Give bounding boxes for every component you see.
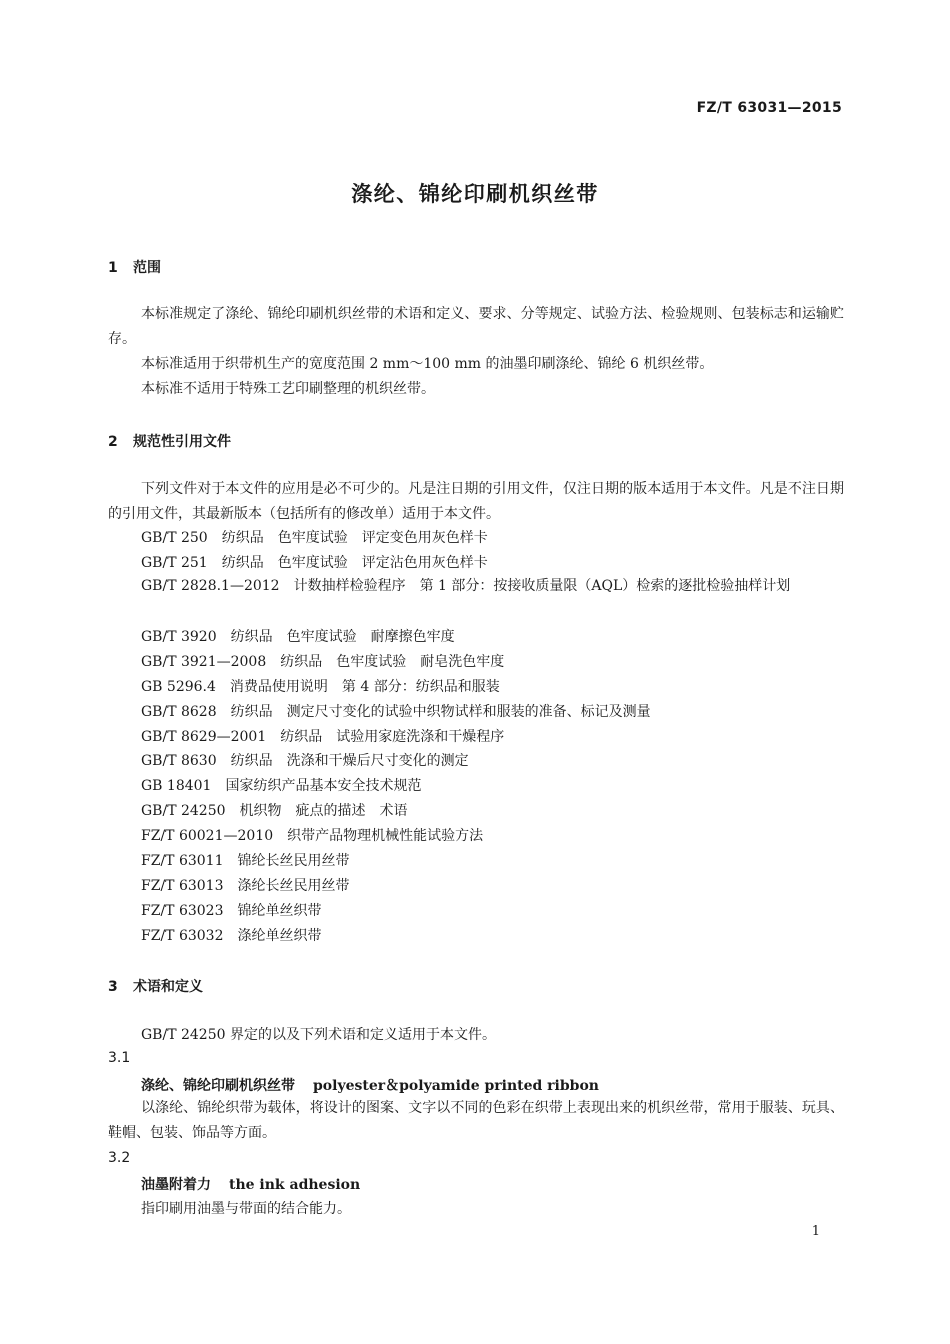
reference-code: FZ/T 60021—2010 (141, 828, 274, 844)
reference-code: FZ/T 63013 (141, 878, 224, 894)
reference-code: FZ/T 63011 (141, 853, 224, 869)
reference-item (141, 652, 504, 672)
reference-item (141, 876, 349, 896)
reference-title: 涤纶长丝民用丝带 (237, 878, 350, 894)
section-2-heading (108, 431, 231, 451)
reference-title: 国家纺织产品基本安全技术规范 (225, 778, 422, 794)
term-zh: 涤纶、锦纶印刷机织丝带 (141, 1078, 295, 1094)
page-number: 1 (811, 1224, 820, 1239)
term-zh: 油墨附着力 (141, 1177, 211, 1193)
section-1-number: 1 (108, 260, 118, 276)
section-1-paragraph-2: 本标准适用于织带机生产的宽度范围 2 mm～100 mm 的油墨印刷涤纶、锦纶 6 机织丝带。 (141, 356, 714, 372)
reference-item (141, 926, 321, 946)
reference-item (141, 702, 651, 722)
reference-title: 涤纶单丝织带 (237, 928, 322, 944)
reference-code: GB/T 8628 (141, 704, 217, 720)
term-en: the ink adhesion (229, 1177, 361, 1193)
reference-title: 织带产品物理机械性能试验方法 (287, 828, 484, 844)
document-title: 涤纶、锦纶印刷机织丝带 (351, 182, 599, 206)
reference-title: 纺织品 色牢度试验 评定沾色用灰色样卡 (221, 555, 488, 571)
section-3-title: 术语和定义 (133, 979, 203, 995)
reference-item (141, 677, 500, 697)
term-number: 3.2 (108, 1150, 131, 1166)
reference-title: 纺织品 测定尺寸变化的试验中织物试样和服装的准备、标记及测量 (230, 704, 651, 720)
term-number: 3.1 (108, 1050, 131, 1066)
section-2-intro: 下列文件对于本文件的应用是必不可少的。凡是注日期的引用文件，仅注日期的版本适用于本文件。凡是不注日期的引用文件，其最新版本（包括所有的修改单）适用于本文件。 (108, 481, 844, 522)
term-definition: 以涤纶、锦纶织带为载体，将设计的图案、文字以不同的色彩在织带上表现出来的机织丝带，常用于服装、玩具、鞋帽、包装、饰品等方面。 (108, 1100, 844, 1141)
reference-title: 消费品使用说明 第 4 部分：纺织品和服装 (229, 679, 500, 695)
section-1-heading (108, 257, 161, 277)
section-3-intro: GB/T 24250 界定的以及下列术语和定义适用于本文件。 (141, 1027, 496, 1043)
reference-code: GB/T 2828.1—2012 (141, 578, 280, 594)
term-en: polyester＆polyamide printed ribbon (313, 1078, 599, 1094)
reference-code: FZ/T 63032 (141, 928, 224, 944)
section-2-title: 规范性引用文件 (133, 434, 231, 450)
reference-item (141, 851, 349, 871)
term-definition: 指印刷用油墨与带面的结合能力。 (141, 1201, 351, 1217)
reference-title: 纺织品 洗涤和干燥后尺寸变化的测定 (230, 753, 469, 769)
reference-code: GB/T 8630 (141, 753, 217, 769)
term-heading (141, 1075, 599, 1095)
term-heading (141, 1174, 360, 1194)
standard-code: FZ/T 63031—2015 (696, 100, 842, 116)
reference-code: GB 18401 (141, 778, 212, 794)
reference-item (108, 574, 844, 599)
reference-item (141, 776, 421, 796)
reference-title: 纺织品 色牢度试验 耐摩擦色牢度 (230, 629, 455, 645)
reference-code: GB/T 3921—2008 (141, 654, 267, 670)
section-3-number: 3 (108, 979, 118, 995)
section-1-title: 范围 (133, 260, 161, 276)
reference-code: GB/T 24250 (141, 803, 226, 819)
reference-title: 锦纶长丝民用丝带 (237, 853, 350, 869)
reference-item (141, 826, 483, 846)
section-3-heading (108, 976, 203, 996)
reference-item (141, 627, 455, 647)
reference-title: 机织物 疵点的描述 术语 (239, 803, 408, 819)
reference-title: 纺织品 色牢度试验 评定变色用灰色样卡 (221, 530, 488, 546)
reference-code: GB 5296.4 (141, 679, 216, 695)
reference-code: GB/T 3920 (141, 629, 217, 645)
reference-item (141, 727, 504, 747)
reference-item (141, 528, 488, 548)
reference-code: GB/T 251 (141, 555, 208, 571)
reference-code: GB/T 8629—2001 (141, 729, 267, 745)
reference-title: 纺织品 试验用家庭洗涤和干燥程序 (280, 729, 505, 745)
reference-item (141, 801, 408, 821)
reference-item (141, 751, 469, 771)
section-2-number: 2 (108, 434, 118, 450)
section-1-paragraph-3: 本标准不适用于特殊工艺印刷整理的机织丝带。 (141, 381, 435, 397)
reference-item (141, 553, 488, 573)
reference-title: 锦纶单丝织带 (237, 903, 322, 919)
reference-code: FZ/T 63023 (141, 903, 224, 919)
reference-code: GB/T 250 (141, 530, 208, 546)
reference-title: 纺织品 色牢度试验 耐皂洗色牢度 (280, 654, 505, 670)
reference-title: 计数抽样检验程序 第 1 部分：按接收质量限（AQL）检索的逐批检验抽样计划 (293, 578, 791, 594)
reference-item (141, 901, 321, 921)
section-1-paragraph-1: 本标准规定了涤纶、锦纶印刷机织丝带的术语和定义、要求、分等规定、试验方法、检验规则、包装标志和运输贮存。 (108, 306, 844, 347)
